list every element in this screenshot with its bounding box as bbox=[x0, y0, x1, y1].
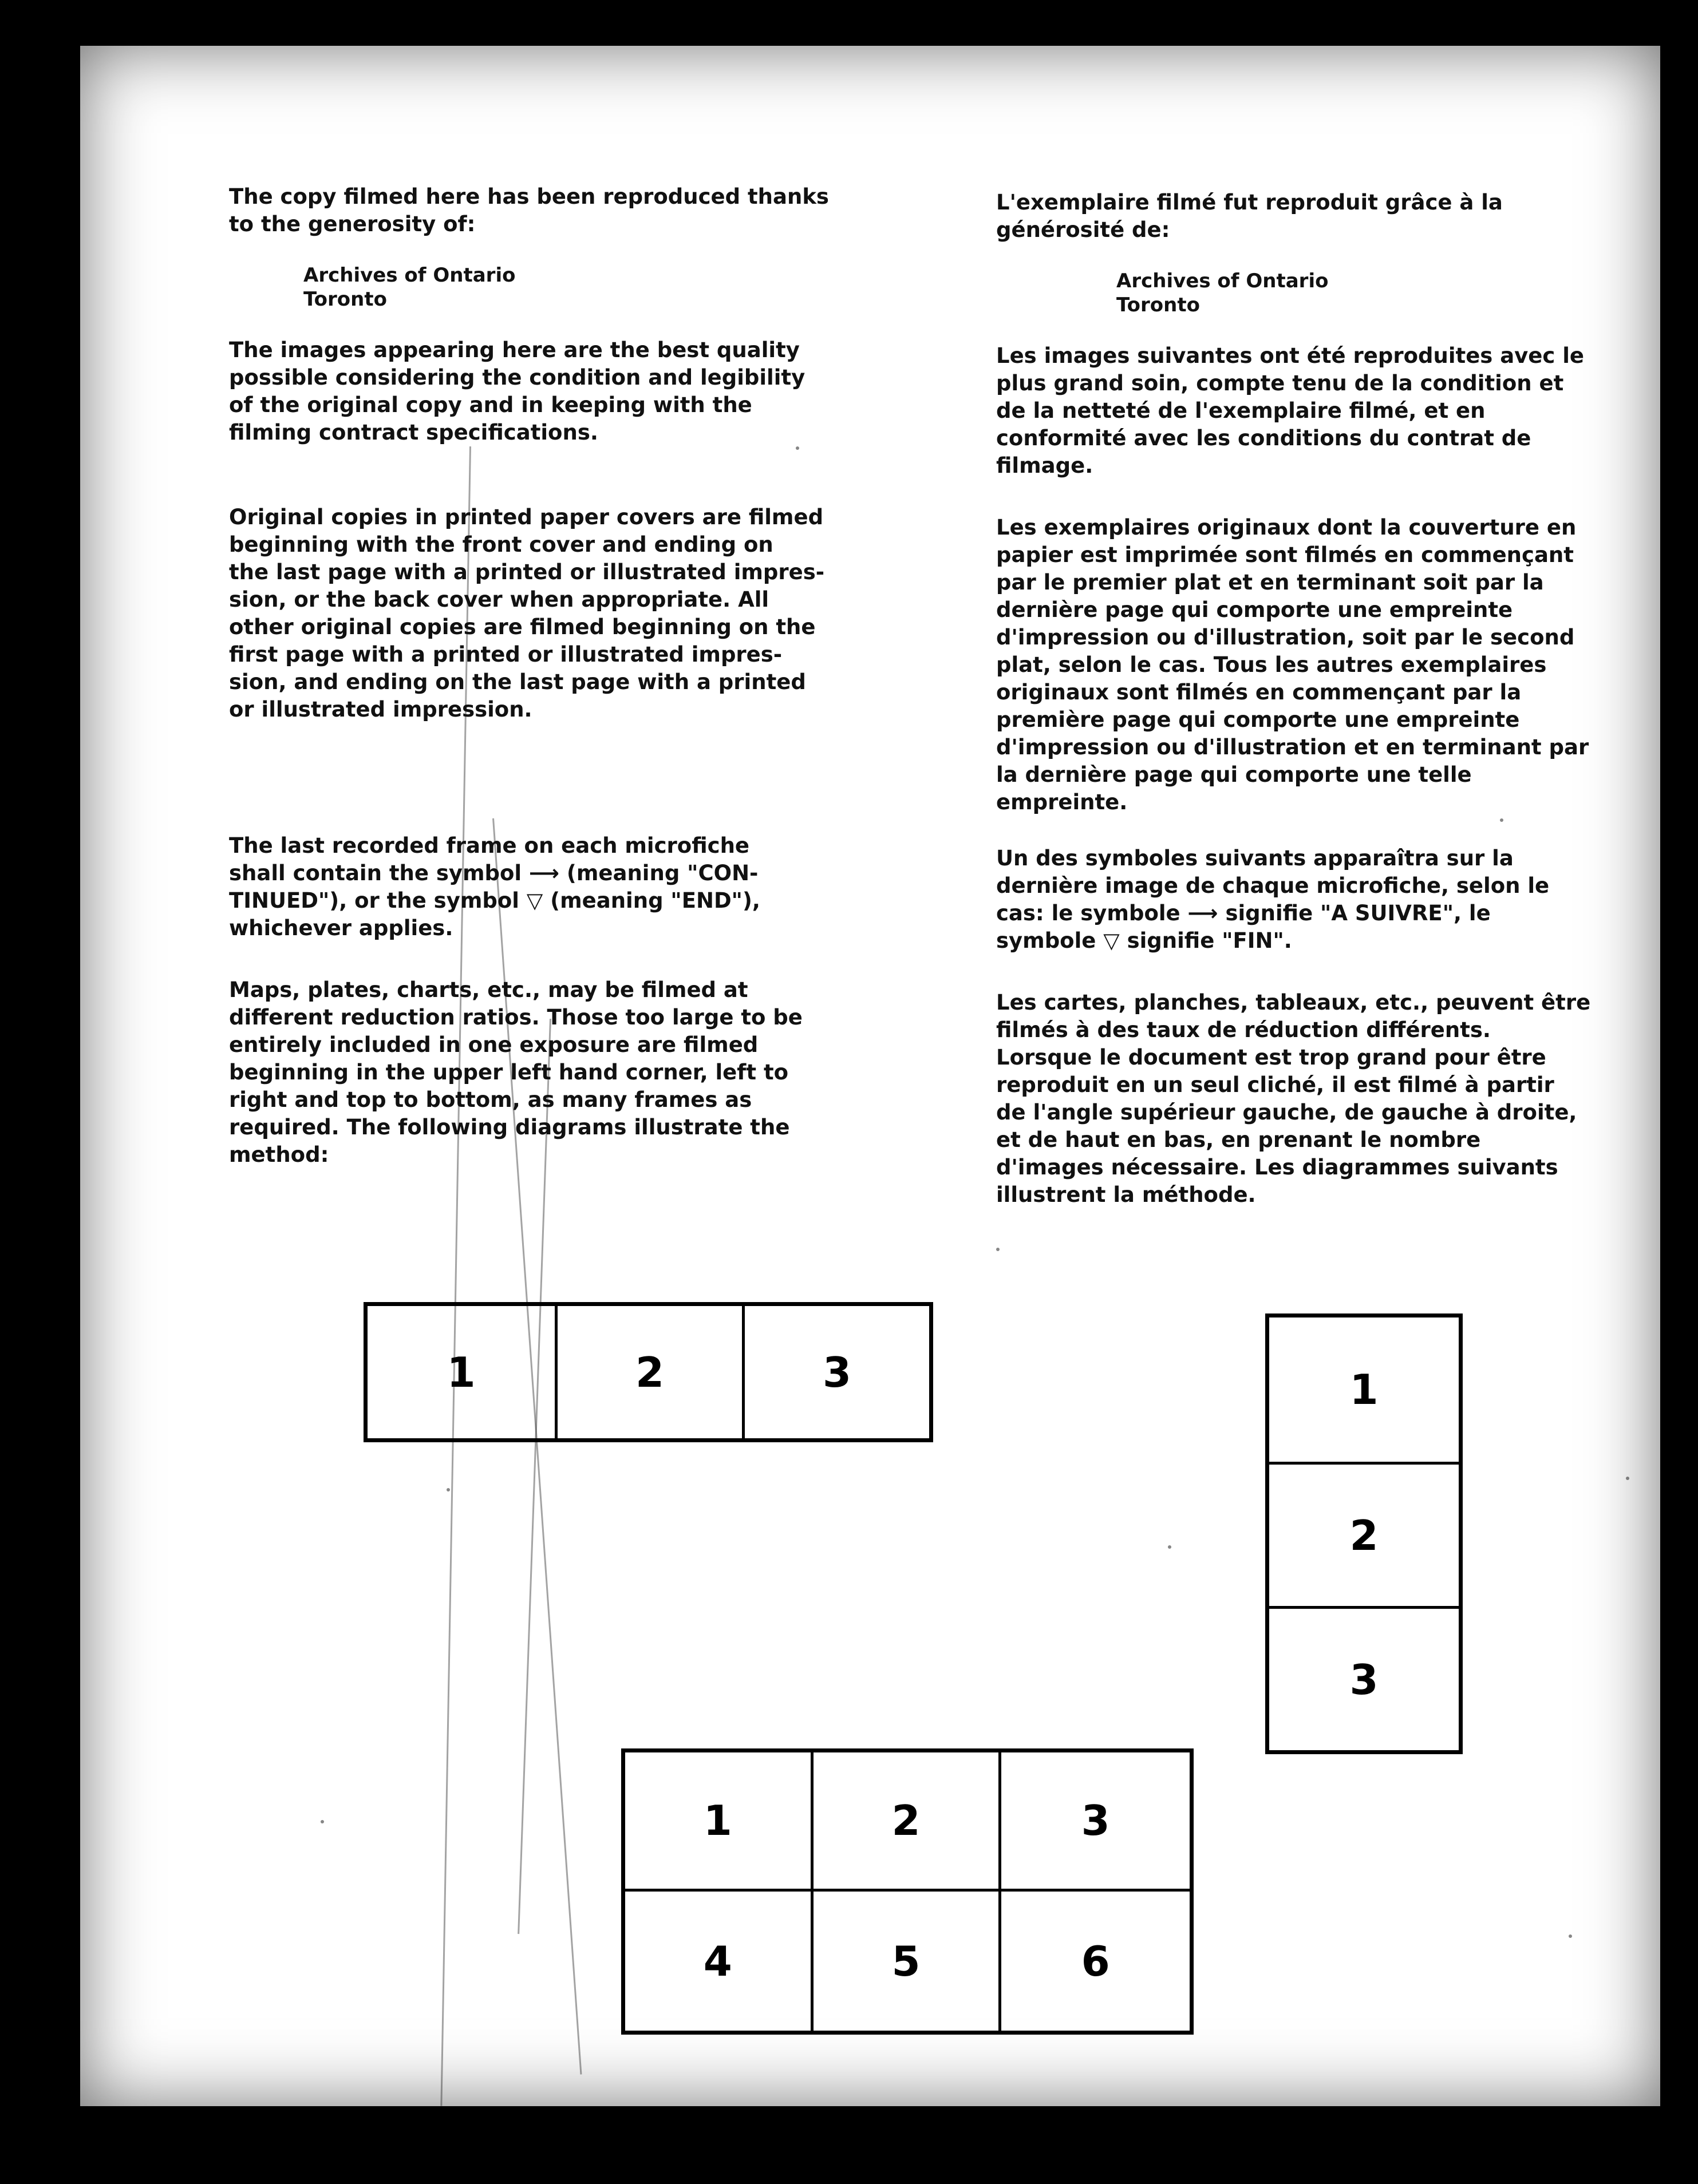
frame-cell: 2 bbox=[814, 1752, 1002, 1892]
french-maps-text: Les cartes, planches, tableaux, etc., peuvent être filmés à des taux de réduction différents. Lorsque le document est trop grand pour être reproduit en un seul cliché, il est filmé à partir de l'angle supérieur gauche, de gauche à droite, et de haut en bas, en prenant le nombre d'images nécessaire. Les diagrammes suivants illustrent la méthode. bbox=[996, 990, 1591, 1207]
dust-speck bbox=[321, 1820, 324, 1823]
frame-cell: 2 bbox=[555, 1306, 742, 1438]
french-institution: Archives of Ontario Toronto bbox=[1116, 270, 1329, 316]
frame-cell: 4 bbox=[625, 1892, 814, 2031]
english-originals-text: Original copies in printed paper covers are filmed beginning with the front cover and ending on the last page with a printed or illustrated impres- sion, or the back cover when appropriate. All other original copies are filmed beginning on the first page with a printed or illustrated impres- sion, and ending on the last page with a printed or illustrated impression. bbox=[229, 505, 825, 722]
dust-speck bbox=[1569, 1934, 1572, 1938]
frame-cell: 5 bbox=[814, 1892, 1002, 2031]
french-symbols-text: Un des symboles suivants apparaîtra sur la dernière image de chaque microfiche, selon le cas: le symbole ⟶ signifie "A SUIVRE", le symbole ▽ signifie "FIN". bbox=[996, 846, 1550, 953]
english-maps-text: Maps, plates, charts, etc., may be filmed at different reduction ratios. Those too large to be entirely included in one exposure are filmed beginning in the upper left hand corner, left to right and top to bottom, as many frames as required. The following diagrams illustrate the method: bbox=[229, 978, 803, 1167]
frame-cell: 2 bbox=[1269, 1462, 1459, 1606]
french-quality-text: Les images suivantes ont été reproduites avec le plus grand soin, compte tenu de la condition et de la netteté de l'exemplaire filmé, et en conformité avec les conditions du contrat de filmage. bbox=[996, 343, 1584, 478]
french-column bbox=[996, 189, 1654, 1209]
horizontal-frames-diagram bbox=[364, 1302, 933, 1442]
vertical-frames-diagram bbox=[1265, 1313, 1463, 1754]
english-institution: Archives of Ontario Toronto bbox=[303, 264, 516, 311]
dust-speck bbox=[996, 1248, 1000, 1251]
frame-cell: 3 bbox=[1001, 1752, 1190, 1892]
frame-cell: 3 bbox=[742, 1306, 929, 1438]
dust-speck bbox=[447, 1488, 450, 1491]
frame-cell: 1 bbox=[625, 1752, 814, 1892]
french-originals-text: Les exemplaires originaux dont la couverture en papier est imprimée sont filmés en commençant par le premier plat et en terminant soit par la dernière page qui comporte une empreinte d'impression ou d'illustration, soit par le second plat, selon le cas. Tous les autres exemplaires originaux sont filmés en commençant par la première page qui comporte une empreinte d'impression ou d'illustration et en terminant par la dernière page qui comporte une telle empreinte. bbox=[996, 515, 1589, 814]
frame-cell: 1 bbox=[1349, 1366, 1379, 1414]
english-column bbox=[229, 183, 973, 1169]
dust-speck bbox=[1626, 1477, 1629, 1480]
microfiche-target-sheet bbox=[80, 46, 1660, 2106]
frame-cell: 6 bbox=[1081, 1937, 1110, 1985]
six-frame-grid-diagram bbox=[621, 1748, 1194, 2035]
english-thanks-text: The copy filmed here has been reproduced thanks to the generosity of: bbox=[229, 184, 829, 236]
frame-cell: 3 bbox=[1269, 1606, 1459, 1750]
english-symbols-text: The last recorded frame on each microfiche shall contain the symbol ⟶ (meaning "CON- TINUED"), or the symbol ▽ (meaning "END"), whichever applies. bbox=[229, 833, 760, 940]
english-quality-text: The images appearing here are the best quality possible considering the condition and legibility of the original copy and in keeping with the filming contract specifications. bbox=[229, 338, 805, 445]
frame-cell: 1 bbox=[447, 1348, 476, 1396]
dust-speck bbox=[1168, 1545, 1171, 1549]
french-thanks-text: L'exemplaire filmé fut reproduit grâce à la générosité de: bbox=[996, 190, 1503, 242]
